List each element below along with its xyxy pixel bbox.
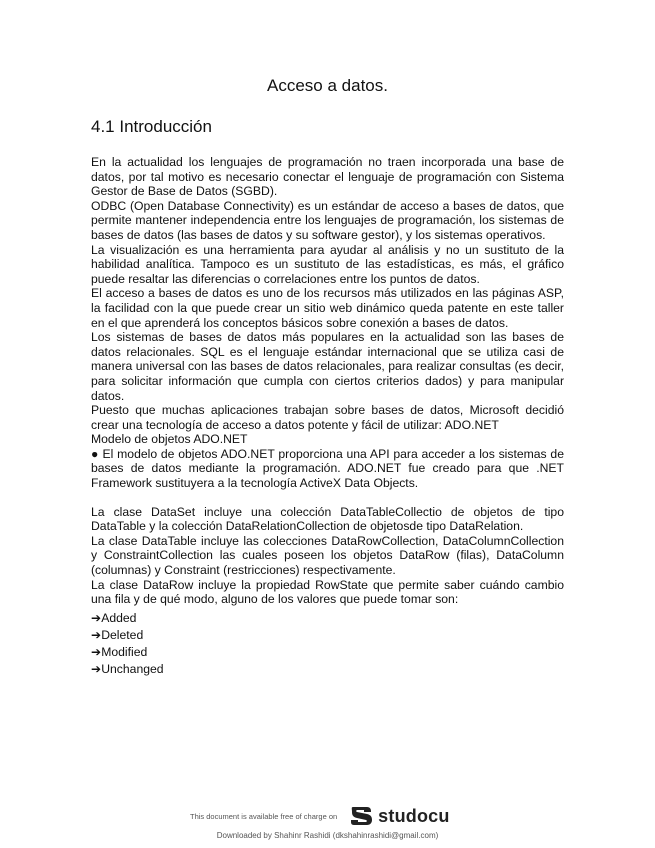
list-item: ➔Added <box>91 610 137 625</box>
studocu-logo[interactable] <box>349 804 449 828</box>
studocu-logo-icon <box>349 804 375 828</box>
paragraph: La visualización es una herramienta para ayudar al análisis y no un sustituto de la habilidad analítica. Tampoco es un sustituto de las estadísticas, es más, el gráfico puede resaltar las diferencias o correlaciones entre los puntos de datos. <box>91 242 564 286</box>
paragraph: La clase DataTable incluye las colecciones DataRowCollection, DataColumnCollection y ConstraintCollection las cuales poseen los objetos DataRow (filas), DataColumn (columnas) y Constraint (restricciones) respectivamente. <box>91 533 564 578</box>
list-item: ➔Modified <box>91 644 148 659</box>
downloaded-by: Downloaded by Shahinr Rashidi (dkshahinrashidi@gmail.com) <box>216 831 439 840</box>
availability-note: This document is available free of charge on <box>190 811 338 821</box>
row-state-list <box>91 610 564 678</box>
paragraph: ODBC (Open Database Connectivity) es un estándar de acceso a bases de datos, que permite mantener independencia entre los lenguajes de programación, los sistemas de bases de datos (las bases de datos y su software gestor), y los sistemas operativos. <box>91 198 564 242</box>
paragraph-gap <box>91 491 564 505</box>
paragraph: En la actualidad los lenguajes de programación no traen incorporada una base de datos, por tal motivo es necesario conectar el lenguaje de programación con Sistema Gestor de Base de Datos (SGBD). <box>91 155 564 199</box>
paragraph: Los sistemas de bases de datos más populares en la actualidad son las bases de datos relacionales. SQL es el lenguaje estándar internacional que se utiliza casi de manera universal con las bases de datos relacionales, para realizar consultas (es decir, para solicitar información que cumpla con ciertos criterios dados) y para manipular datos. <box>91 330 564 403</box>
bullet-paragraph: ● El modelo de objetos ADO.NET proporciona una API para acceder a los sistemas de bases de datos mediante la programación. ADO.NET fue creado para que .NET Framework sustituyera a la tecnología ActiveX Data Objects. <box>91 446 564 491</box>
paragraph: La clase DataRow incluye la propiedad RowState que permite saber cuándo cambio una fila y de qué modo, alguno de los valores que puede tomar son: <box>91 577 564 607</box>
logo-text: studocu <box>378 805 450 826</box>
list-item: ➔Deleted <box>91 627 144 642</box>
paragraph: El acceso a bases de datos es uno de los recursos más utilizados en las páginas ASP, la facilidad con la que puede crear un sitio web dinámico queda patente en este taller en el que aprenderá los conceptos básicos sobre conexión a bases de datos. <box>91 286 564 330</box>
paragraph: Modelo de objetos ADO.NET <box>91 432 248 447</box>
paragraph: Puesto que muchas aplicaciones trabajan sobre bases de datos, Microsoft decidió crear una tecnología de acceso a datos potente y fácil de utilizar: ADO.NET <box>91 403 564 432</box>
section-heading: 4.1 Introducción <box>91 117 212 136</box>
paragraph: La clase DataSet incluye una colección DataTableCollectio de objetos de tipo DataTable y la colección DataRelationCollection de objetosde tipo DataRelation. <box>91 504 564 534</box>
footer-row <box>190 804 450 828</box>
list-item: ➔Unchanged <box>91 661 164 676</box>
document-title: Acceso a datos. <box>267 76 388 95</box>
document-body <box>91 155 564 678</box>
